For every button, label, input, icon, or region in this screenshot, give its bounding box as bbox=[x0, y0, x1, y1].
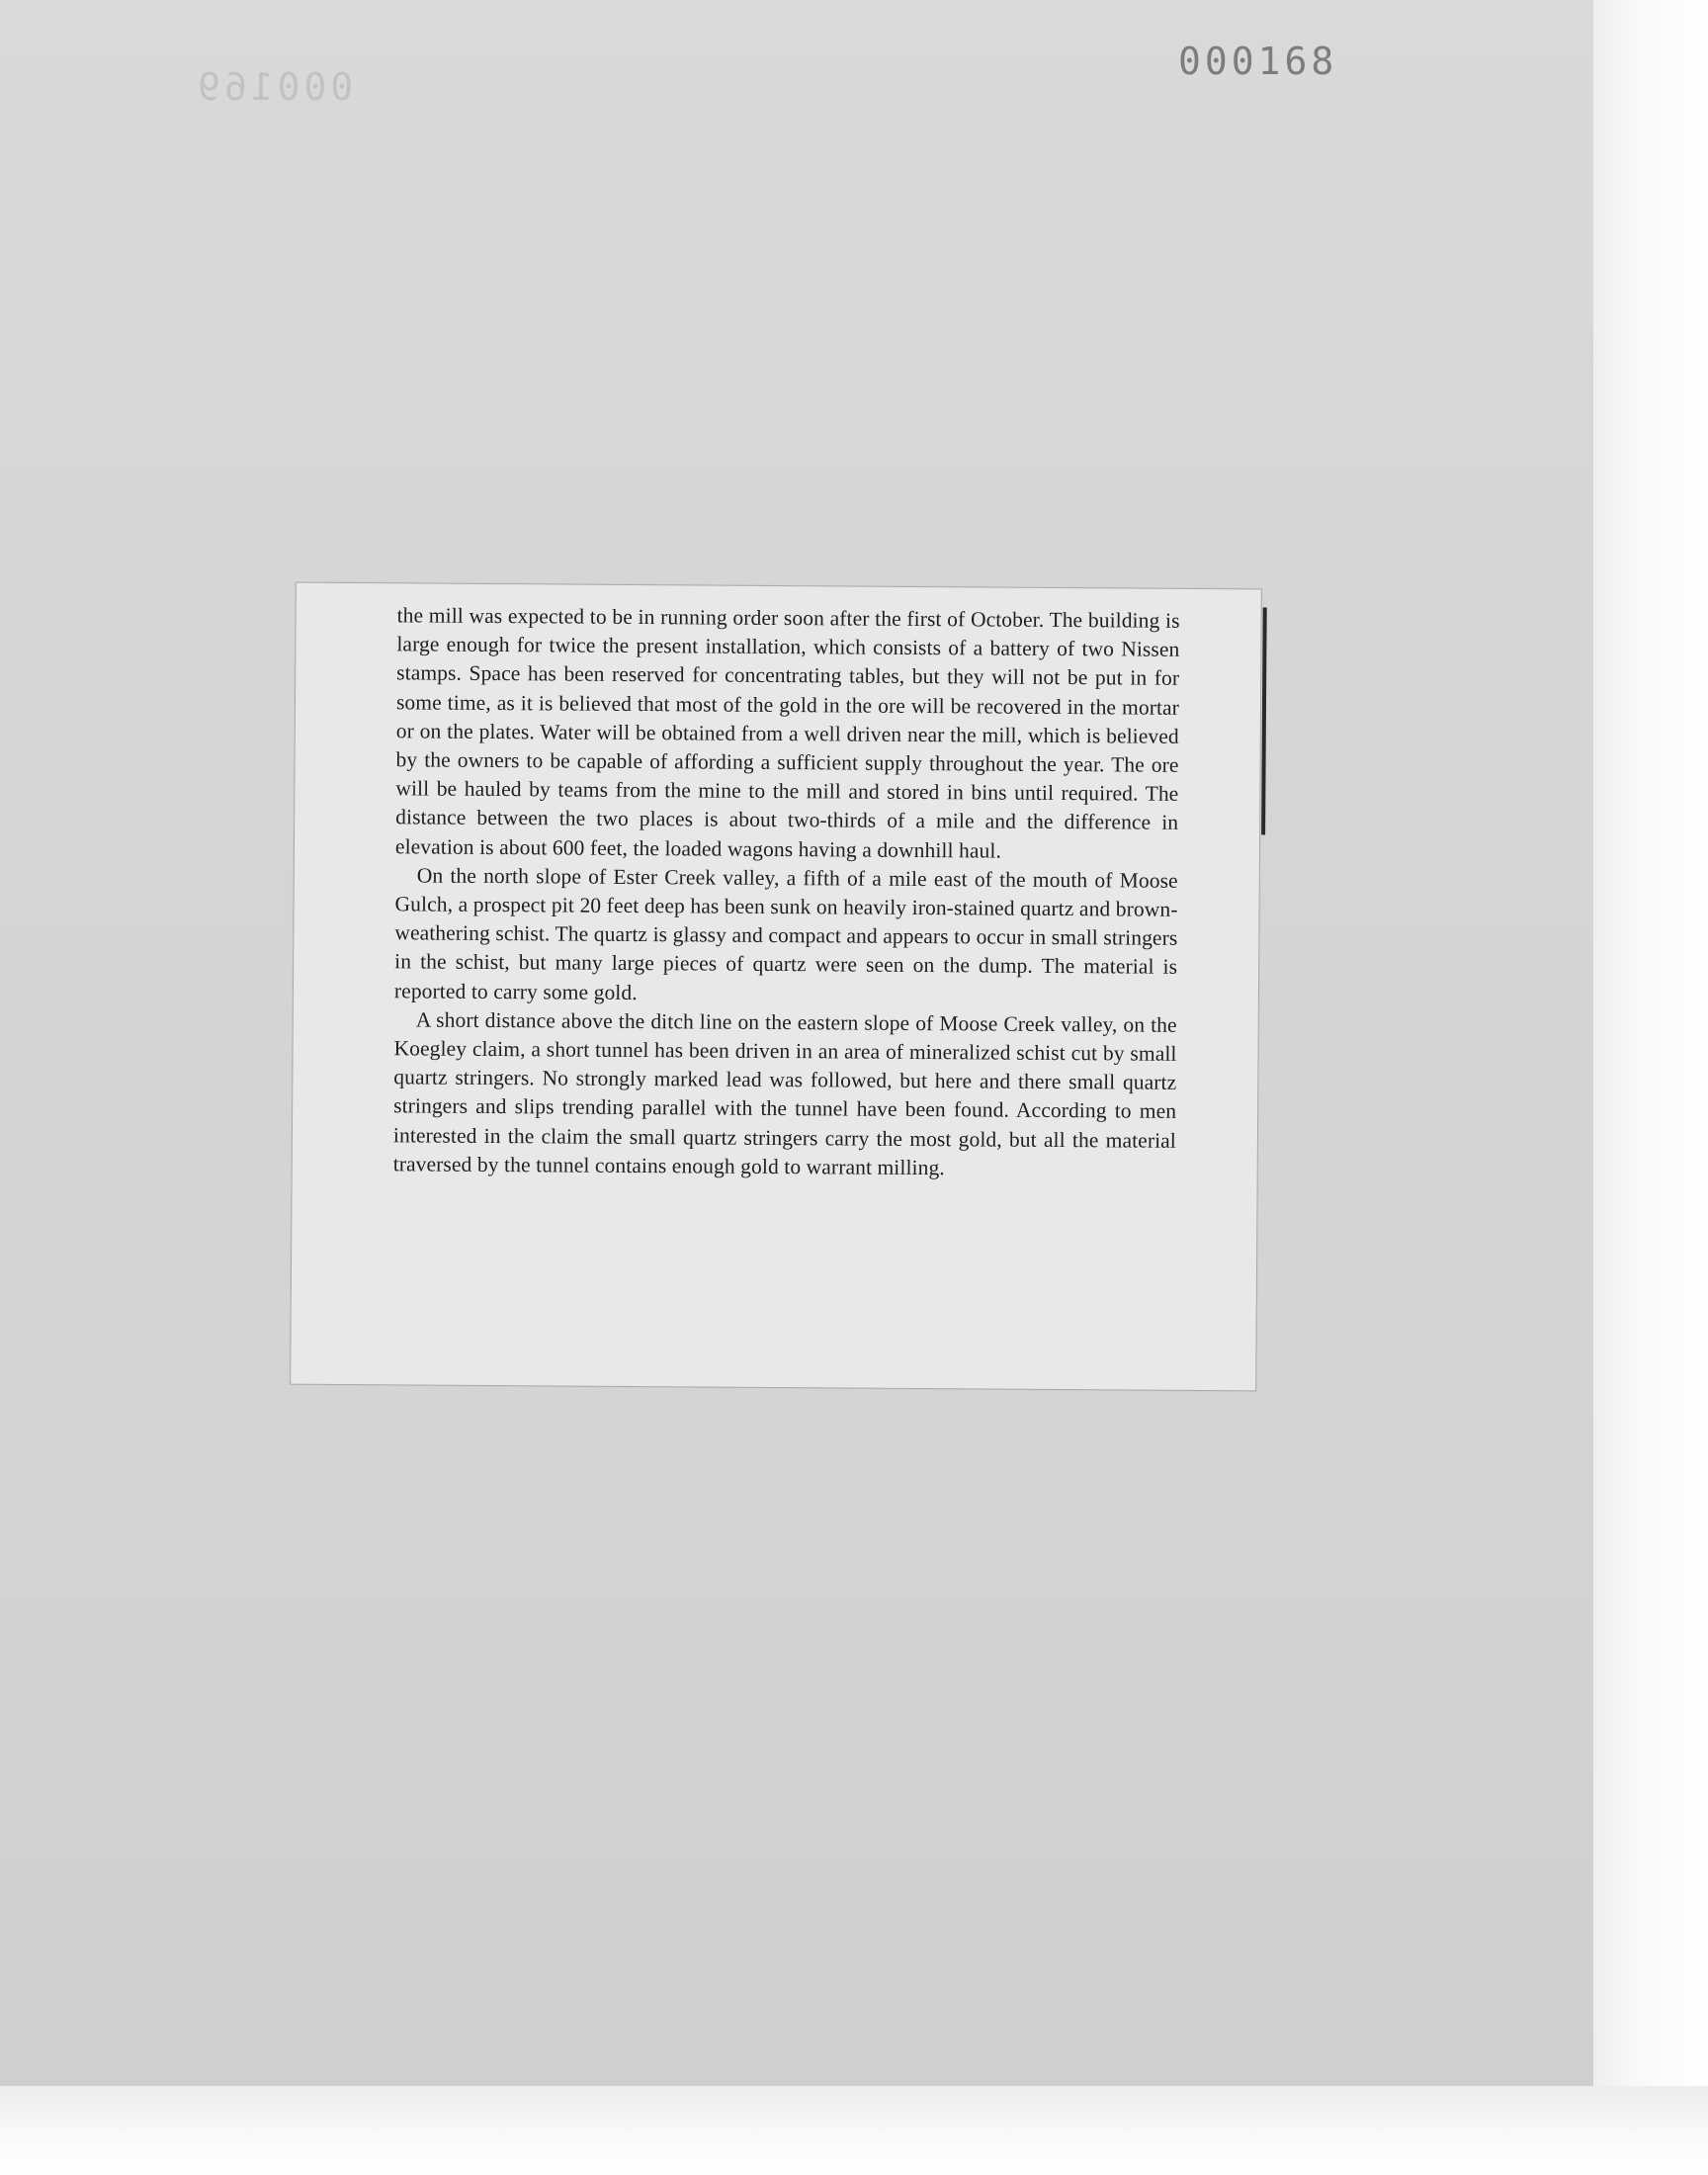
clipping-body bbox=[393, 601, 1180, 1184]
scanner-margin-bottom bbox=[0, 2086, 1708, 2175]
pasted-text-clipping bbox=[290, 582, 1262, 1392]
scanner-margin-right bbox=[1593, 0, 1708, 2175]
paragraph-koegley-claim: A short distance above the ditch line on the eastern slope of Moose Creek valley, on the Koegley claim, a short tunnel has been driven in an area of mineralized schist cut by small quartz stringers. No strongly marked lead was followed, but here and there small quartz stringers and slips trending parallel with the tunnel have been found. According to men interested in the claim the small quartz stringers carry the most gold, but all the material traversed by the tunnel contains enough gold to warrant milling. bbox=[392, 1007, 1177, 1180]
paragraph-mill: the mill was expected to be in running order soon after the first of October. The building is large enough for twice the present installation, which consists of a battery of two Nissen stamps. Space has been reserved for concentrating tables, but they will not be put in for some time, as it is believed that most of the gold in the ore will be recovered in the mortar or on the plates. Water will be obtained from a well driven near the mill, which is believed by the owners to be capable of affording a sufficient supply throughout the year. The ore will be hauled by teams from the mine to the mill and stored in bins until required. The distance between the two places is about two-thirds of a mile and the difference in elevation is about 600 feet, the loaded wagons having a downhill haul. bbox=[394, 603, 1180, 863]
bleed-through-page-number: 000169 bbox=[194, 65, 354, 109]
page-stamp-number: 000168 bbox=[1178, 40, 1338, 83]
paragraph-ester-creek: On the north slope of Ester Creek valley, a fifth of a mile east of the mouth of Moose Gulch, a prospect pit 20 feet deep has been sunk on heavily iron-stained quartz and brown-weathering schist. The quartz is glassy and compact and appears to occur in small stringers in the schist, but many large pieces of quartz were seen on the dump. The material is reported to carry some gold. bbox=[393, 863, 1178, 1004]
